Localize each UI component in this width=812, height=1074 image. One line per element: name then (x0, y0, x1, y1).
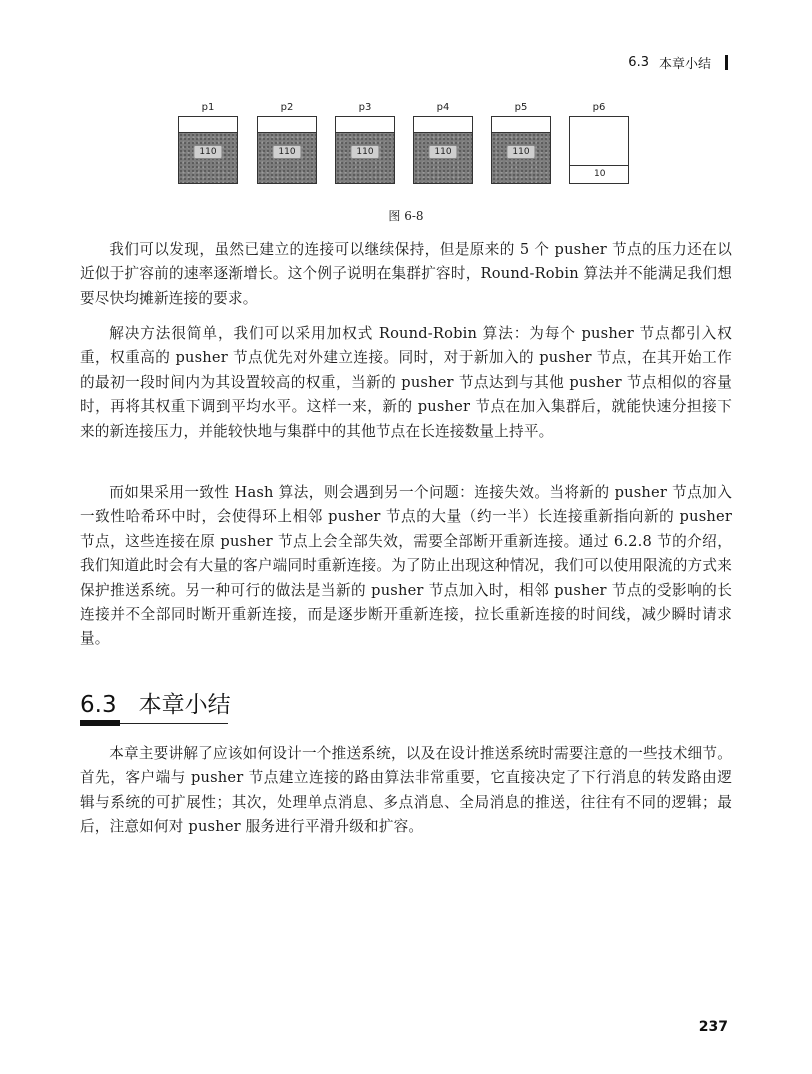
node-label: p4 (436, 102, 450, 113)
node-value: 110 (193, 145, 222, 159)
node-box (569, 116, 629, 184)
figure-6-8 (0, 100, 812, 220)
node-p6 (569, 100, 629, 184)
node-p5 (491, 100, 551, 184)
running-header (628, 53, 728, 72)
node-box (335, 116, 395, 184)
section-heading (80, 686, 231, 719)
node-box (491, 116, 551, 184)
figure-caption: 图 6-8 (388, 209, 424, 223)
node-p2 (257, 100, 317, 184)
node-label: p5 (514, 102, 528, 113)
node-label: p6 (592, 102, 606, 113)
node-p1 (178, 100, 238, 184)
header-bar (725, 55, 728, 70)
node-p3 (335, 100, 395, 184)
section-number: 6.3 (80, 692, 117, 718)
section-title: 本章小结 (138, 692, 231, 718)
node-label: p3 (358, 102, 372, 113)
section-rule-accent (80, 720, 120, 726)
body-paragraph: 而如果采用一致性 Hash 算法，则会遇到另一个问题：连接失效。当将新的 pusher 节点加入一致性哈希环中时，会使得环上相邻 pusher 节点的大量（约一半）长连接重新指向新的 pusher 节点，这些连接在原 pusher 节点上会全部失效，需要全部断开重新连接。通过 6.2.8 节的介绍，我们知道此时会有大量的客户端同时重新连接。为了防止出现这种情况，我们可以使用限流的方式来保护推送系统。另一种可行的做法是当新的 pusher 节点加入时，相邻 pusher 节点的受影响的长连接并不全部同时断开重新连接，而是逐步断开重新连接，拉长重新连接的时间线，减少瞬时请求量。 (80, 484, 732, 648)
header-section-title: 本章小结 (658, 57, 711, 72)
node-value: 110 (428, 145, 457, 159)
header-section-number: 6.3 (628, 55, 649, 70)
node-value: 10 (570, 165, 628, 183)
page-number: 237 (698, 1019, 728, 1035)
node-box (413, 116, 473, 184)
node-box (178, 116, 238, 184)
summary-paragraph: 本章主要讲解了应该如何设计一个推送系统，以及在设计推送系统时需要注意的一些技术细节。首先，客户端与 pusher 节点建立连接的路由算法非常重要，它直接决定了下行消息的转发路由逻辑与系统的可扩展性；其次，处理单点消息、多点消息、全局消息的推送，往往有不同的逻辑；最后，注意如何对 pusher 服务进行平滑升级和扩容。 (80, 745, 732, 836)
node-box (257, 116, 317, 184)
node-label: p1 (201, 102, 215, 113)
node-p4 (413, 100, 473, 184)
node-value: 110 (506, 145, 535, 159)
node-value: 110 (350, 145, 379, 159)
body-paragraph: 解决方法很简单，我们可以采用加权式 Round-Robin 算法：为每个 pusher 节点都引入权重，权重高的 pusher 节点优先对外建立连接。同时，对于新加入的 pusher 节点，在其开始工作的最初一段时间内为其设置较高的权重，当新的 pusher 节点达到与其他 pusher 节点相似的容量时，再将其权重下调到平均水平。这样一来，新的 pusher 节点在加入集群后，就能快速分担接下来的新连接压力，并能较快地与集群中的其他节点在长连接数量上持平。 (80, 325, 732, 440)
body-paragraph: 我们可以发现，虽然已建立的连接可以继续保持，但是原来的 5 个 pusher 节点的压力还在以近似于扩容前的速率逐渐增长。这个例子说明在集群扩容时，Round-Robin 算法并不能满足我们想要尽快均摊新连接的要求。 (80, 241, 732, 307)
node-value: 110 (272, 145, 301, 159)
node-label: p2 (280, 102, 294, 113)
